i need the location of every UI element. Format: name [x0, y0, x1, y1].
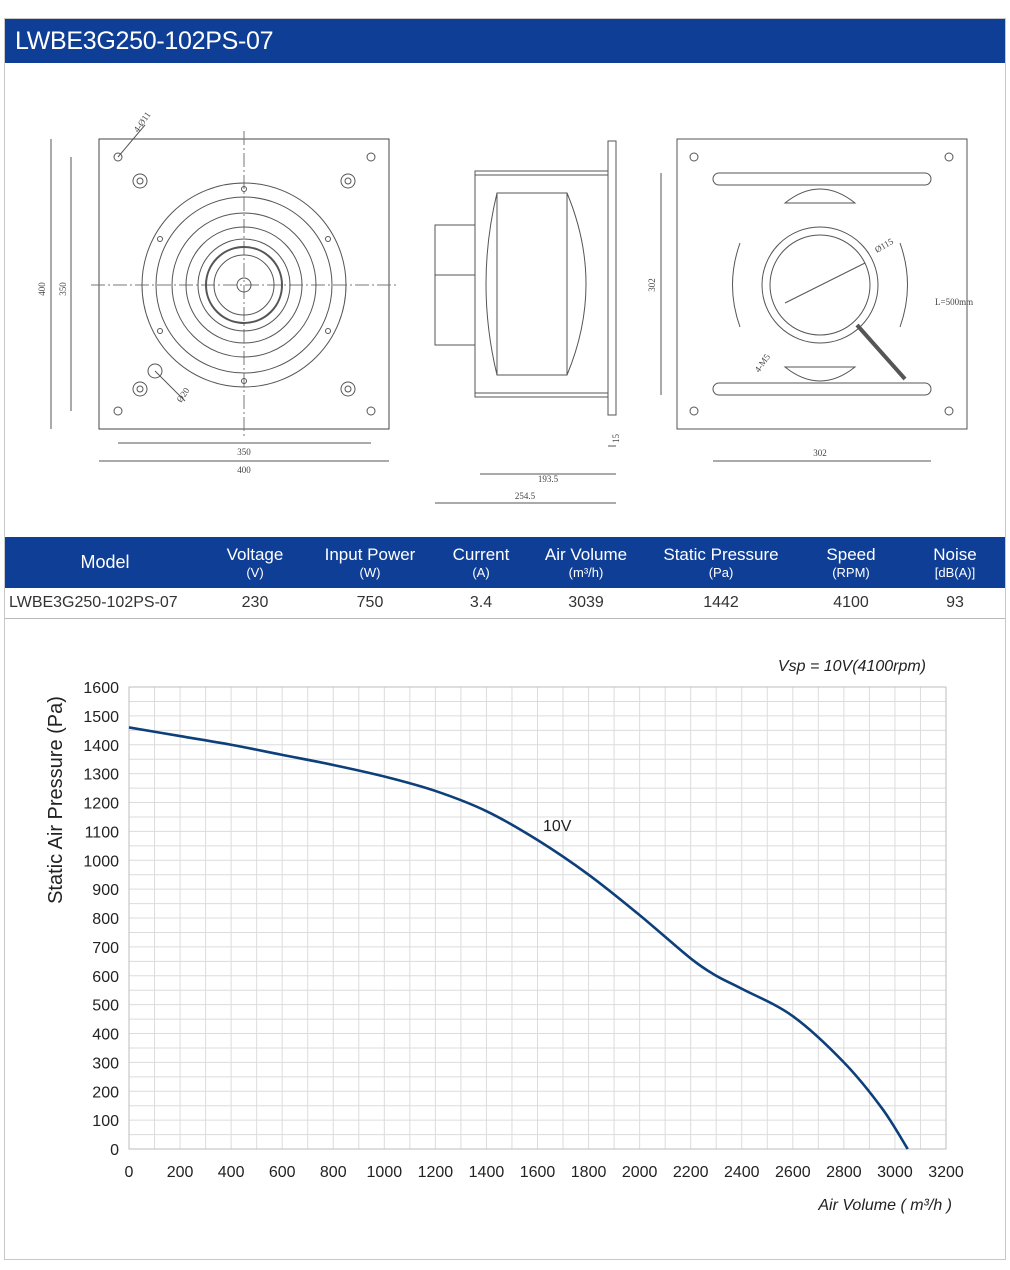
col-speed-name: Speed: [826, 544, 876, 564]
side-dim-254: 254.5: [514, 491, 536, 501]
col-static-pressure-name: Static Pressure: [663, 544, 779, 564]
x-tick-label: 2400: [723, 1164, 760, 1181]
series-10v-label: 10V: [543, 818, 572, 835]
y-tick-label: 500: [92, 997, 119, 1015]
y-tick-label: 1500: [83, 708, 119, 726]
col-noise-unit: [dB(A)]: [934, 564, 976, 580]
y-tick-label: 1600: [83, 680, 119, 697]
x-axis-title: Air Volume ( m³/h ): [818, 1197, 952, 1214]
cell-air-volume: 3039: [568, 594, 604, 611]
table-row: [5, 588, 1005, 619]
col-speed: [797, 545, 905, 581]
col-noise: [905, 545, 1005, 581]
x-tick-label: 1800: [570, 1164, 607, 1181]
y-tick-label: 1400: [83, 737, 119, 755]
back-dim-screws: 4-M5: [752, 352, 773, 375]
y-tick-label: 100: [92, 1113, 119, 1131]
y-axis-title: Static Air Pressure (Pa): [45, 696, 67, 904]
col-input-power: [305, 545, 435, 581]
front-dim-400-v: 400: [37, 282, 47, 296]
cell-noise: 93: [946, 594, 964, 611]
cell-speed: 4100: [833, 594, 869, 611]
y-tick-label: 400: [92, 1026, 119, 1044]
col-air-volume-unit: (m³/h): [568, 564, 604, 580]
col-model: Model: [80, 552, 130, 572]
x-tick-label: 800: [319, 1164, 347, 1181]
side-view: [435, 141, 616, 503]
front-dim-350-v: 350: [58, 282, 68, 296]
col-voltage: [205, 545, 305, 581]
y-tick-label: 1300: [83, 766, 119, 784]
y-tick-label: 900: [92, 882, 119, 900]
y-tick-label: 300: [92, 1055, 119, 1073]
x-tick-label: 400: [217, 1164, 245, 1181]
y-tick-label: 600: [92, 968, 119, 986]
y-tick-label: 700: [92, 939, 119, 957]
y-tick-label: 200: [92, 1084, 119, 1102]
x-tick-label: 2600: [775, 1164, 811, 1181]
back-dim-cable: L=500mm: [935, 297, 974, 307]
col-input-power-unit: (W): [359, 564, 381, 580]
cell-current: 3.4: [469, 594, 493, 611]
col-voltage-unit: (V): [246, 564, 264, 580]
col-current-name: Current: [452, 544, 510, 564]
col-air-volume: [527, 545, 645, 581]
front-view: [51, 125, 397, 461]
col-current: [435, 545, 527, 581]
x-tick-label: 1600: [519, 1164, 556, 1181]
col-noise-name: Noise: [933, 544, 977, 564]
y-tick-label: 800: [92, 911, 119, 928]
y-tick-label: 1200: [83, 795, 119, 813]
front-dim-hole-dia: Ø20: [174, 385, 192, 405]
cell-model: LWBE3G250-102PS-07: [9, 594, 178, 611]
x-tick-label: 0: [124, 1164, 134, 1181]
col-static-pressure-unit: (Pa): [708, 564, 734, 580]
col-current-unit: (A): [472, 564, 490, 580]
back-view: [661, 139, 967, 461]
spec-table-header: [5, 537, 1005, 588]
col-static-pressure: [645, 545, 797, 581]
front-dim-400-h: 400: [237, 465, 251, 475]
back-dim-302-h: 302: [813, 448, 827, 458]
back-dim-dia: Ø115: [873, 236, 896, 255]
x-tick-label: 2800: [826, 1164, 862, 1181]
col-air-volume-name: Air Volume: [544, 544, 628, 564]
spec-sheet: [4, 18, 1006, 1260]
x-tick-label: 200: [166, 1164, 194, 1181]
side-dim-15: 15: [611, 434, 621, 443]
x-tick-label: 2200: [672, 1164, 709, 1181]
x-tick-label: 600: [268, 1164, 296, 1181]
front-dim-holes: 4-Ø11: [131, 109, 153, 135]
side-dim-193: 193.5: [537, 474, 559, 484]
cell-static-pressure: 1442: [703, 594, 739, 611]
cell-input-power: 750: [356, 594, 384, 611]
x-tick-label: 1000: [366, 1164, 403, 1181]
col-voltage-name: Voltage: [226, 544, 284, 564]
technical-drawings: [5, 63, 1005, 539]
x-tick-label: 3000: [877, 1164, 913, 1181]
chart-annotation: Vsp = 10V(4100rpm): [777, 658, 926, 675]
front-dim-350-h: 350: [237, 447, 251, 457]
col-speed-unit: (RPM): [832, 564, 870, 580]
col-input-power-name: Input Power: [324, 544, 416, 564]
x-tick-label: 2000: [621, 1164, 658, 1181]
x-tick-label: 3200: [928, 1164, 964, 1181]
x-tick-label: 1400: [468, 1164, 505, 1181]
back-dim-302-v: 302: [647, 278, 657, 292]
x-tick-label: 1200: [417, 1164, 454, 1181]
page-title: LWBE3G250-102PS-07: [5, 19, 1005, 63]
y-tick-label: 0: [110, 1142, 119, 1159]
y-tick-label: 1000: [83, 853, 119, 871]
spec-table: [5, 537, 1005, 619]
cell-voltage: 230: [241, 594, 269, 611]
y-tick-label: 1100: [84, 824, 119, 842]
